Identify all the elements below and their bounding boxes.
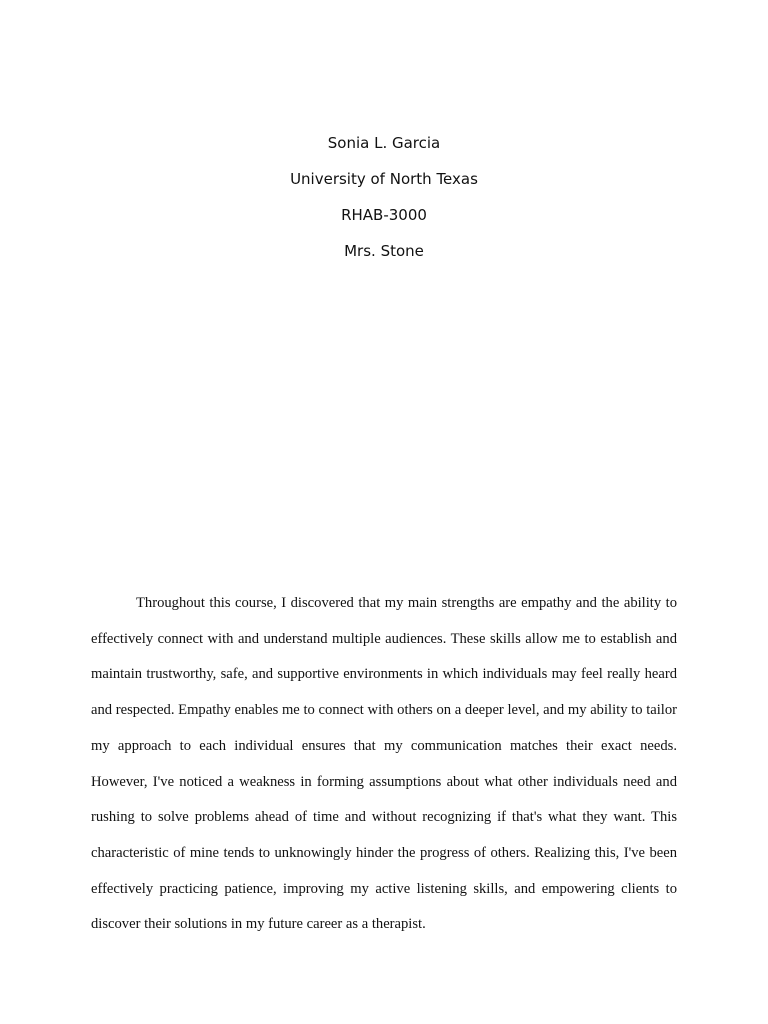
institution-name: University of North Texas [290,170,478,188]
course-code: RHAB-3000 [341,206,427,224]
author-name: Sonia L. Garcia [327,134,441,152]
body-paragraph: Throughout this course, I discovered that my main strengths are empathy and the ability to effectively connect with and understand multiple audiences. These skills allow me to establish and maintain trustworthy, safe, and supportive environments in which individuals may feel really heard and respected. Empathy enables me to connect with others on a deeper level, and my ability to tailor my approach to each individual ensures that my communication matches their exact needs. However, I've noticed a weakness in forming assumptions about what other individuals need and rushing to solve problems ahead of time and without recognizing if that's what they want. This characteristic of mine tends to unknowingly hinder the progress of others. Realizing this, I've been effectively practicing patience, improving my active listening skills, and empowering clients to discover their solutions in my future career as a therapist. [91,595,677,933]
title-block [0,131,768,275]
instructor-name: Mrs. Stone [344,242,424,260]
